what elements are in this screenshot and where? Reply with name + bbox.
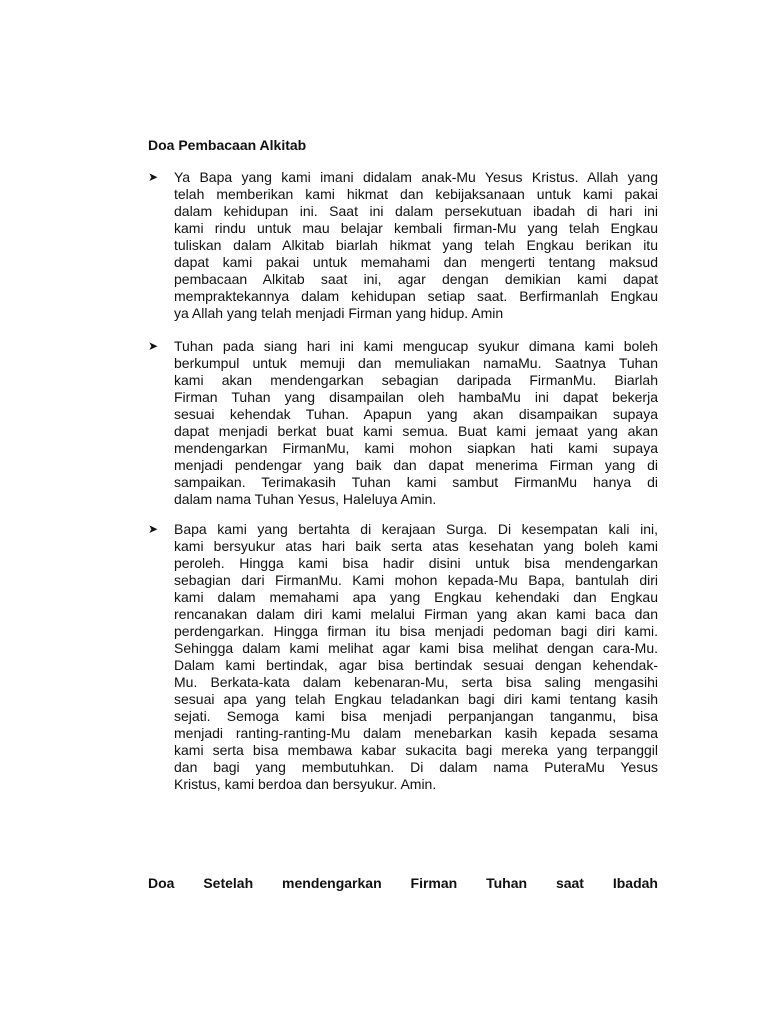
paragraph-line: kami dalam memahami apa yang Engkau kehendaki dan Engkau (174, 589, 658, 605)
paragraph-line: rencanakan dalam diri kami melalui Firman yang akan kami baca dan (174, 606, 658, 622)
paragraph-line: Ya Bapa yang kami imani didalam anak-Mu Yesus Kristus. Allah yang (174, 169, 658, 185)
section-title: Doa Pembacaan Alkitab (148, 137, 307, 153)
paragraph-line: pembacaan Alkitab saat ini, agar dengan demikian kami dapat (174, 271, 658, 287)
next-section-title: Doa Setelah mendengarkan Firman Tuhan saat Ibadah (148, 875, 658, 891)
paragraph-line: dan bagi yang membutuhkan. Di dalam nama PuteraMu Yesus (174, 759, 658, 775)
paragraph-line: mendengarkan FirmanMu, kami mohon siapkan hati kami supaya (174, 440, 658, 456)
arrowhead-bullet-icon: ➤ (148, 170, 159, 184)
paragraph-line: perdengarkan. Hingga firman itu bisa menjadi pedoman bagi diri kami. (174, 623, 658, 639)
paragraph-line: sejati. Semoga kami bisa menjadi perpanjangan tanganmu, bisa (174, 708, 658, 724)
paragraph-line: Dalam kami bertindak, agar bisa bertindak sesuai dengan kehendak- (174, 657, 658, 673)
paragraph-line: Kristus, kami berdoa dan bersyukur. Amin. (174, 776, 437, 792)
paragraph-line: kami serta bisa membawa kabar sukacita bagi mereka yang terpanggil (174, 742, 658, 758)
paragraph-line: menjadi ranting-ranting-Mu dalam menebarkan kasih kepada sesama (174, 725, 658, 741)
paragraph-line: kami bersyukur atas hari baik serta atas kesehatan yang boleh kami (174, 538, 658, 554)
paragraph-line: sesuai kehendak Tuhan. Apapun yang akan disampaikan supaya (174, 406, 658, 422)
paragraph-line: dalam kehidupan ini. Saat ini dalam persekutuan ibadah di hari ini (174, 203, 658, 219)
paragraph-line: sesuai apa yang telah Engkau teladankan bagi diri kami tentang kasih (174, 691, 658, 707)
paragraph-line: telah memberikan kami hikmat dan kebijaksanaan untuk kami pakai (174, 186, 658, 202)
paragraph-line: kami akan mendengarkan sebagian daripada FirmanMu. Biarlah (174, 372, 658, 388)
paragraph-line: Mu. Berkata-kata dalam kebenaran-Mu, serta bisa saling mengasihi (174, 674, 658, 690)
paragraph-line: peroleh. Hingga kami bisa hadir disini untuk bisa mendengarkan (174, 555, 658, 571)
paragraph-line: dapat kami pakai untuk memahami dan mengerti tentang maksud (174, 254, 658, 270)
paragraph-line: kami rindu untuk mau belajar kembali firman-Mu yang telah Engkau (174, 220, 658, 236)
paragraph-line: Tuhan pada siang hari ini kami mengucap syukur dimana kami boleh (174, 338, 658, 354)
paragraph-line: Sehingga dalam kami melihat agar kami bisa melihat dengan cara-Mu. (174, 640, 658, 656)
arrowhead-bullet-icon: ➤ (148, 522, 159, 536)
arrowhead-bullet-icon: ➤ (148, 339, 159, 353)
paragraph-line: ya Allah yang telah menjadi Firman yang hidup. Amin (174, 305, 504, 321)
paragraph-line: berkumpul untuk memuji dan memuliakan namaMu. Saatnya Tuhan (174, 355, 658, 371)
paragraph-line: dalam nama Tuhan Yesus, Haleluya Amin. (174, 491, 437, 507)
paragraph-line: sebagian dari FirmanMu. Kami mohon kepada-Mu Bapa, bantulah diri (174, 572, 658, 588)
paragraph-line: sampaikan. Terimakasih Tuhan kami sambut FirmanMu hanya di (174, 474, 658, 490)
paragraph-line: Bapa kami yang bertahta di kerajaan Surga. Di kesempatan kali ini, (174, 521, 658, 537)
paragraph-line: mempraktekannya dalam kehidupan setiap saat. Berfirmanlah Engkau (174, 288, 658, 304)
paragraph-line: dapat menjadi berkat buat kami semua. Buat kami jemaat yang akan (174, 423, 658, 439)
paragraph-line: tuliskan dalam Alkitab biarlah hikmat yang telah Engkau berikan itu (174, 237, 658, 253)
paragraph-line: menjadi pendengar yang baik dan dapat menerima Firman yang di (174, 457, 658, 473)
paragraph-line: Firman Tuhan yang disampailan oleh hambaMu ini dapat bekerja (174, 389, 658, 405)
